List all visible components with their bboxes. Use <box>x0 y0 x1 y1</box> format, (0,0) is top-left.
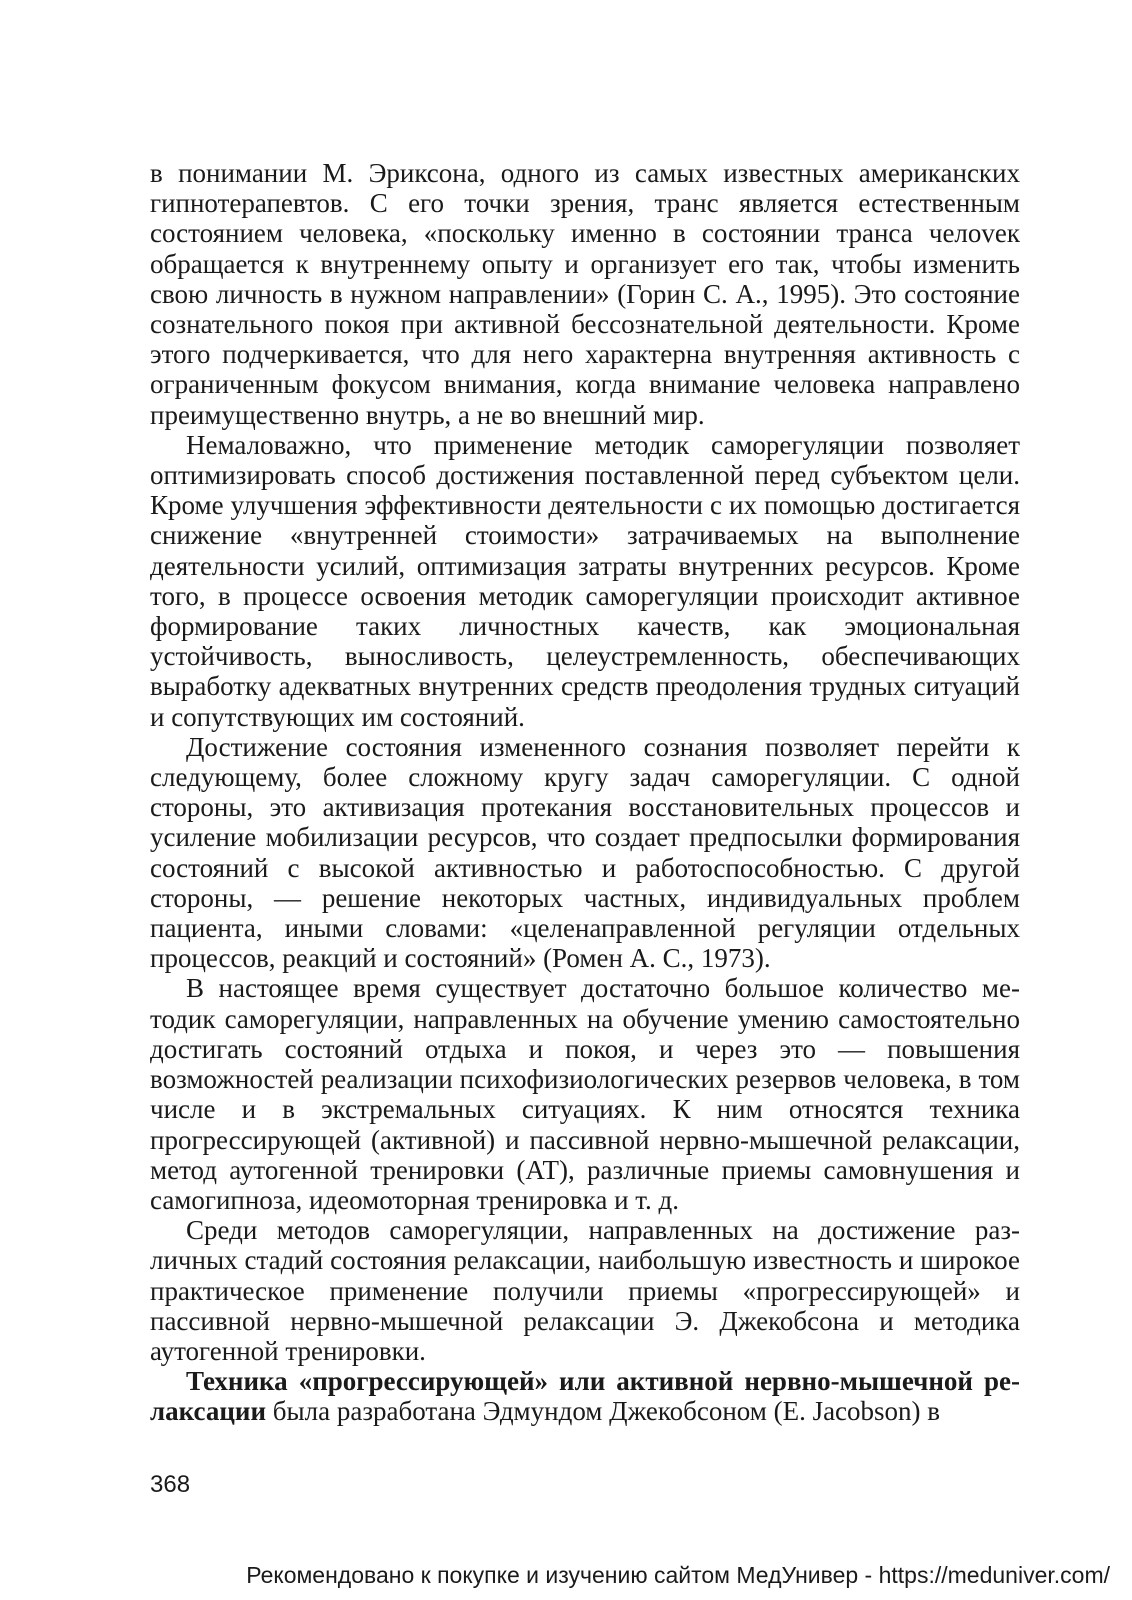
technique-description: была разработана Эдмундом Джекобсоном (E. Jacobson) в <box>266 1396 941 1427</box>
footer-recommendation: Рекомендовано к покупке и изучению сайтом МедУнивер - https://meduniver.com/ <box>246 1562 1110 1588</box>
body-text <box>150 158 1020 1427</box>
paragraph-continuation: в понимании М. Эриксона, одного из самых известных американских гипнотерапевтов. С его точки зрения, транс является естественным состоянием человека, «поскольку именно в состоянии транса челоvек обращается к внутреннему опыту и организует его так, чтобы изменить свою личность в нужном направлении» (Горин С. А., 1995). Это состояние сознательного покоя при активной бессознательной деятельности. Кроме этого подчеркивается, что для него характерна внутренняя активность с ограниченным фокусом внимания, когда внимание человека направлено преимущественно внутрь, а не во внешний мир. <box>150 158 1020 430</box>
paragraph-relaxation-methods: Среди методов саморегуляции, направленных на достижение различных стадий состояния релаксации, наибольшую известность и широкое практическое применение получили приемы «прогрессирующей» и пассивной нервно-мышечной релаксации Э. Джекобсона и методика аутогенной тренировки. <box>150 1215 1020 1366</box>
paragraph-jacobson-technique <box>150 1366 1020 1426</box>
technique-term: Техника «прогрессирующей» или активной нервно-мышечной релаксации <box>150 1366 1020 1427</box>
paragraph-techniques-list: В настоящее время существует достаточно большое количество методик саморегуляции, направленных на обучение умению самостоятельно достигать состояний отдыха и покоя, и через это — повышения возможностей реализации психофизиологических резервов человека, в том числе и в экстремальных ситуациях. К ним относятся техника прогрессирующей (активной) и пассивной нервно-мышечной релаксации, метод аутогенной тренировки (АТ), различные приемы самовнушения и самогипноза, идеомоторная тренировка и т. д. <box>150 973 1020 1215</box>
page-number: 368 <box>150 1471 191 1498</box>
paragraph-self-regulation-methods: Немаловажно, что применение методик саморегуляции позволяет оптимизировать способ достижения поставленной перед субъектом цели. Кроме улучшения эффективности деятельности с их помощью достигается снижение «внутренней стоимости» затрачиваемых на выполнение деятельности усилий, оптимизация затраты внутренних ресурсов. Кроме того, в процессе освоения методик саморегуляции происходит активное формирование таких личностных качеств, как эмоциональная устойчивость, выносливость, целеустремленность, обеспечивающих выработку адекватных внутренних средств преодоления трудных ситуаций и сопутствующих им состояний. <box>150 429 1020 732</box>
paragraph-altered-consciousness: Достижение состояния измененного сознания позволяет перейти к следующему, более сложному кругу задач саморегуляции. С одной стороны, это активизация протекания восстановительных процессов и усиление мобилизации ресурсов, что создает предпосылки формирования состояний с высокой активностью и работоспособностью. С другой стороны, — решение некоторых частных, индивидуальных проблем пациента, иными словами: «целенаправленной регуляции отдельных процессов, реакций и состояний» (Ромен А. С., 1973). <box>150 731 1020 974</box>
